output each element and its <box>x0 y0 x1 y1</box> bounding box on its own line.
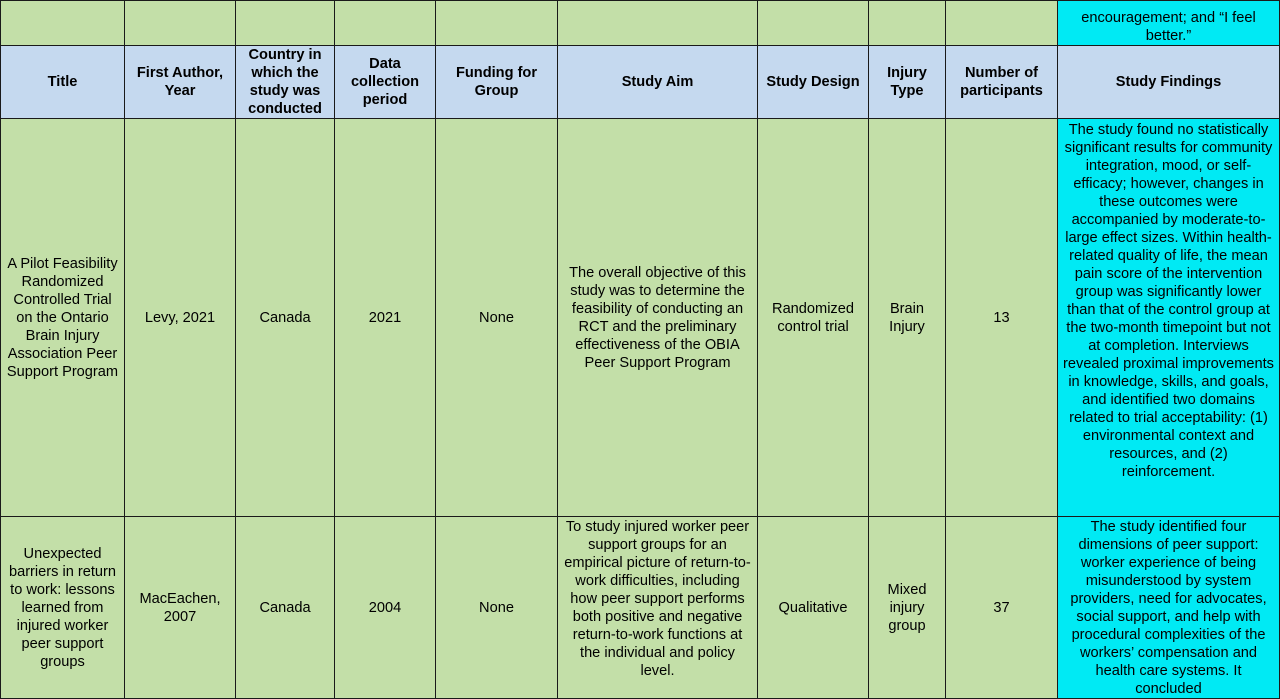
table-row <box>1 517 1280 699</box>
continued-row <box>1 1 1280 46</box>
header-injury-type: Injury Type <box>869 46 946 119</box>
cell-design: Randomized control trial <box>758 119 869 517</box>
cell-aim: The overall objective of this study was to determine the feasibility of conducting an RCT and the preliminary effectiveness of the OBIA Peer Support Program <box>558 119 758 517</box>
cell-participants: 37 <box>946 517 1058 699</box>
cell-injury: Mixed injury group <box>869 517 946 699</box>
cell-injury: Brain Injury <box>869 119 946 517</box>
header-study-findings: Study Findings <box>1058 46 1280 119</box>
cell-blank <box>335 1 436 46</box>
cell-title: A Pilot Feasibility Randomized Controlled Trial on the Ontario Brain Injury Association Peer Support Program <box>1 119 125 517</box>
cell-blank <box>236 1 335 46</box>
cell-design: Qualitative <box>758 517 869 699</box>
cell-funding: None <box>436 119 558 517</box>
cell-author: MacEachen, 2007 <box>125 517 236 699</box>
header-study-design: Study Design <box>758 46 869 119</box>
header-participants: Number of participants <box>946 46 1058 119</box>
cell-blank <box>436 1 558 46</box>
cell-funding: None <box>436 517 558 699</box>
cell-period: 2004 <box>335 517 436 699</box>
continued-findings-text: encouragement; and “I feel better.” <box>1058 1 1280 46</box>
header-country: Country in which the study was conducted <box>236 46 335 119</box>
cell-blank <box>869 1 946 46</box>
cell-blank <box>558 1 758 46</box>
cell-blank <box>125 1 236 46</box>
cell-findings: The study identified four dimensions of peer support: worker experience of being misunderstood by system providers, need for advocates, social support, and help with procedural complexities of the workers’ compensation and health care systems. It concluded <box>1058 517 1280 699</box>
table-row <box>1 119 1280 517</box>
header-study-aim: Study Aim <box>558 46 758 119</box>
cell-author: Levy, 2021 <box>125 119 236 517</box>
cell-blank <box>1 1 125 46</box>
cell-country: Canada <box>236 119 335 517</box>
header-data-period: Data collection period <box>335 46 436 119</box>
cell-country: Canada <box>236 517 335 699</box>
header-first-author: First Author, Year <box>125 46 236 119</box>
cell-aim: To study injured worker peer support groups for an empirical picture of return-to-work difficulties, including how peer support performs both positive and negative return-to-work functions at the individual and policy level. <box>558 517 758 699</box>
cell-blank <box>946 1 1058 46</box>
cell-period: 2021 <box>335 119 436 517</box>
cell-title: Unexpected barriers in return to work: lessons learned from injured worker peer support groups <box>1 517 125 699</box>
header-row <box>1 46 1280 119</box>
header-funding: Funding for Group <box>436 46 558 119</box>
header-title: Title <box>1 46 125 119</box>
cell-participants: 13 <box>946 119 1058 517</box>
cell-blank <box>758 1 869 46</box>
cell-findings: The study found no statistically significant results for community integration, mood, or self-efficacy; however, changes in these outcomes were accompanied by moderate-to-large effect sizes. Within health-related quality of life, the mean pain score of the intervention group was significantly lower than that of the control group at the two-month timepoint but not at completion. Interviews revealed proximal improvements in knowledge, skills, and goals, and identified two domains related to trial acceptability: (1) environmental context and resources, and (2) reinforcement. <box>1058 119 1280 517</box>
